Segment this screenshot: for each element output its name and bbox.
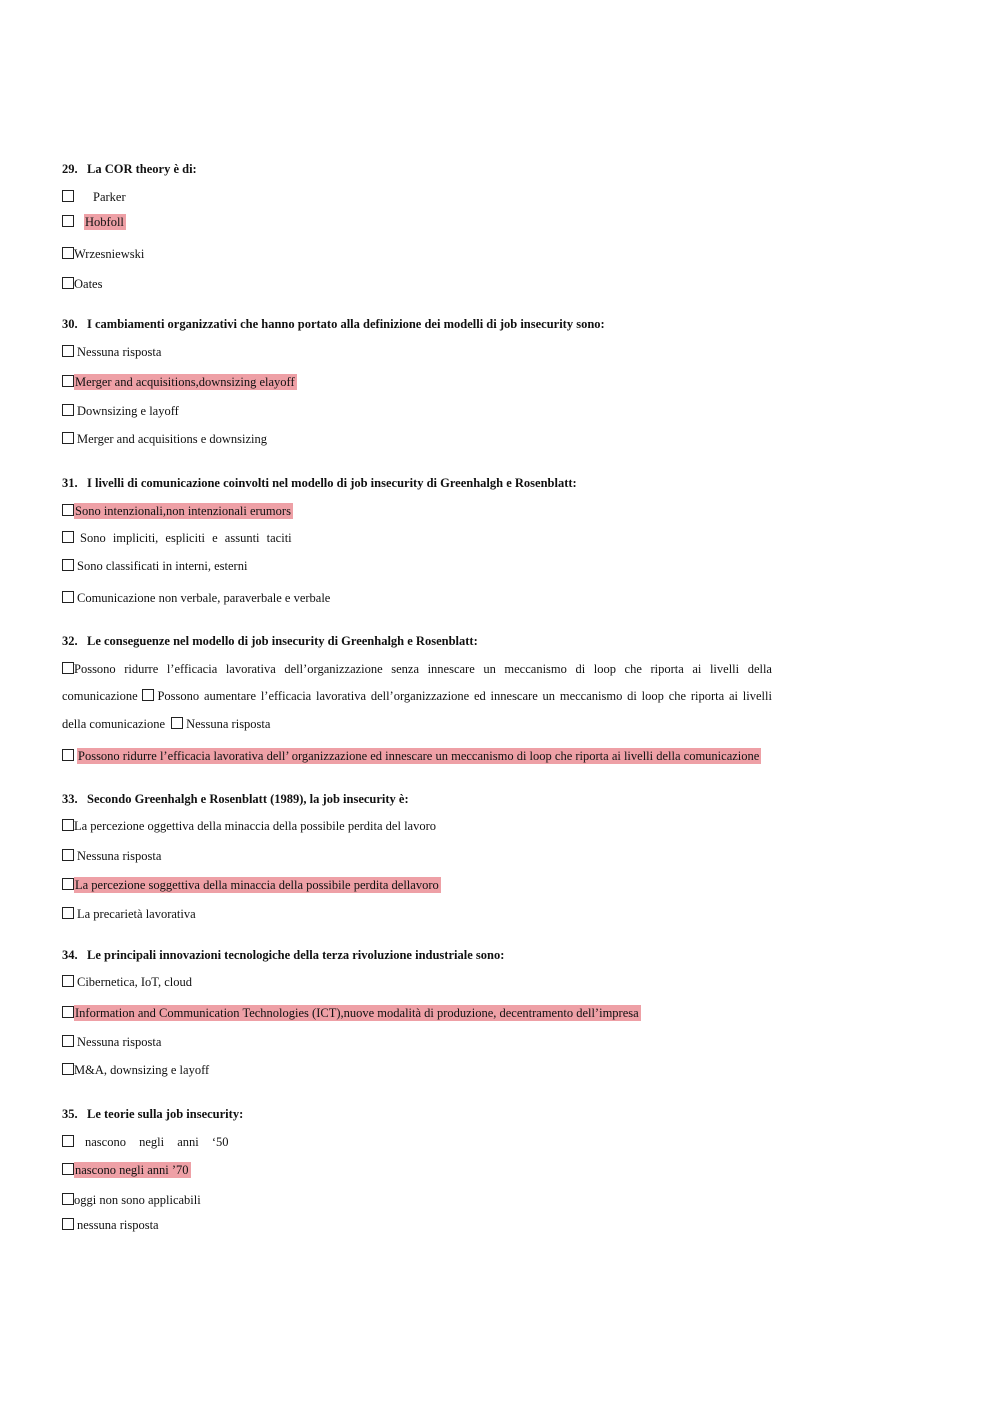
checkbox[interactable] — [62, 531, 74, 543]
option[interactable] — [62, 503, 293, 519]
checkbox[interactable] — [62, 849, 74, 861]
checkbox[interactable] — [62, 1035, 74, 1047]
question-title: 35. Le teorie sulla job insecurity: — [62, 1107, 244, 1121]
option-wrapped-line-2[interactable]: comunicazione Possono aumentare l’efficacia lavorativa dell’organizzazione ed innescare un meccanismo di loop che riporta ai livelli — [62, 689, 772, 703]
checkbox[interactable] — [142, 689, 154, 701]
checkbox[interactable] — [62, 277, 74, 289]
option[interactable] — [62, 374, 297, 390]
checkbox[interactable] — [171, 717, 183, 729]
checkbox[interactable] — [62, 375, 74, 387]
word-group: Possono — [142, 688, 199, 704]
option[interactable] — [62, 214, 126, 230]
checkbox[interactable] — [62, 907, 74, 919]
checkbox[interactable] — [62, 819, 74, 831]
highlighted-answer: Merger and acquisitions,downsizing elayoff — [75, 375, 295, 389]
checkbox[interactable] — [62, 247, 74, 259]
highlighted-answer: Information and Communication Technologies (ICT),nuove modalità di produzione, decentramento dell’impresa — [75, 1006, 639, 1020]
checkbox[interactable] — [62, 1218, 74, 1230]
question-title: 29. La COR theory è di: — [62, 162, 197, 176]
checkbox[interactable] — [62, 1006, 74, 1018]
option[interactable]: Merger and acquisitions e downsizing — [62, 431, 267, 447]
checkbox[interactable] — [62, 1193, 74, 1205]
option-wrapped-line-1[interactable]: Possono ridurre l’efficacia lavorativa dell’organizzazione senza innescare un meccanismo di loop che riporta ai livelli della — [62, 661, 772, 677]
highlighted-answer: La percezione soggettiva della minaccia della possibile perdita dellavoro — [75, 878, 439, 892]
option-wrapped-line-3[interactable]: della comunicazione Nessuna risposta — [62, 717, 271, 731]
option[interactable]: Comunicazione non verbale, paraverbale e verbale — [62, 590, 330, 606]
option[interactable]: Parker — [62, 189, 126, 205]
option[interactable]: Nessuna risposta — [62, 1034, 161, 1050]
option[interactable] — [62, 748, 761, 764]
highlighted-answer: nascono negli anni ’70 — [75, 1163, 189, 1177]
highlighted-answer: Possono ridurre l’efficacia lavorativa dell’ organizzazione ed innescare un meccanismo di loop che riporta ai livelli della comunicazione — [78, 749, 760, 763]
option[interactable]: Sono classificati in interni, esterni — [62, 558, 247, 574]
question-title: 31. I livelli di comunicazione coinvolti nel modello di job insecurity di Greenhalgh e Rosenblatt: — [62, 476, 577, 490]
checkbox[interactable] — [62, 591, 74, 603]
option[interactable]: oggi non sono applicabili — [62, 1192, 201, 1208]
option[interactable] — [62, 877, 441, 893]
checkbox[interactable] — [62, 975, 74, 987]
checkbox[interactable] — [62, 1163, 74, 1175]
option[interactable]: La percezione oggettiva della minaccia della possibile perdita del lavoro — [62, 818, 436, 834]
checkbox[interactable] — [62, 1135, 74, 1147]
checkbox[interactable] — [62, 432, 74, 444]
option[interactable]: Nessuna risposta — [62, 344, 161, 360]
question-title: 32. Le conseguenze nel modello di job insecurity di Greenhalgh e Rosenblatt: — [62, 634, 478, 648]
option[interactable]: Nessuna risposta — [62, 848, 161, 864]
option[interactable]: Oates — [62, 276, 102, 292]
option[interactable]: M&A, downsizing e layoff — [62, 1062, 209, 1078]
question-title: 30. I cambiamenti organizzativi che hanno portato alla definizione dei modelli di job insecurity sono: — [62, 317, 605, 331]
checkbox[interactable] — [62, 215, 74, 227]
option[interactable]: Cibernetica, IoT, cloud — [62, 974, 192, 990]
option[interactable]: Sono impliciti, espliciti e assunti taciti — [62, 530, 292, 546]
checkbox[interactable] — [62, 190, 74, 202]
option[interactable]: Wrzesniewski — [62, 246, 144, 262]
option[interactable]: nessuna risposta — [62, 1217, 159, 1233]
checkbox[interactable] — [62, 749, 74, 761]
question-title: 33. Secondo Greenhalgh e Rosenblatt (1989), la job insecurity è: — [62, 792, 409, 806]
checkbox[interactable] — [62, 504, 74, 516]
checkbox[interactable] — [62, 404, 74, 416]
option[interactable] — [62, 1162, 191, 1178]
option[interactable]: Downsizing e layoff — [62, 403, 179, 419]
checkbox[interactable] — [62, 1063, 74, 1075]
question-title: 34. Le principali innovazioni tecnologiche della terza rivoluzione industriale sono: — [62, 948, 505, 962]
checkbox[interactable] — [62, 878, 74, 890]
highlighted-answer: Hobfoll — [85, 215, 124, 229]
option[interactable]: nascono negli anni ‘50 — [62, 1134, 229, 1150]
option[interactable]: La precarietà lavorativa — [62, 906, 196, 922]
checkbox[interactable] — [62, 662, 74, 674]
option[interactable] — [62, 1005, 641, 1021]
checkbox[interactable] — [62, 345, 74, 357]
word-group: Possono — [62, 661, 116, 677]
highlighted-answer: Sono intenzionali,non intenzionali erumors — [75, 504, 291, 518]
checkbox[interactable] — [62, 559, 74, 571]
